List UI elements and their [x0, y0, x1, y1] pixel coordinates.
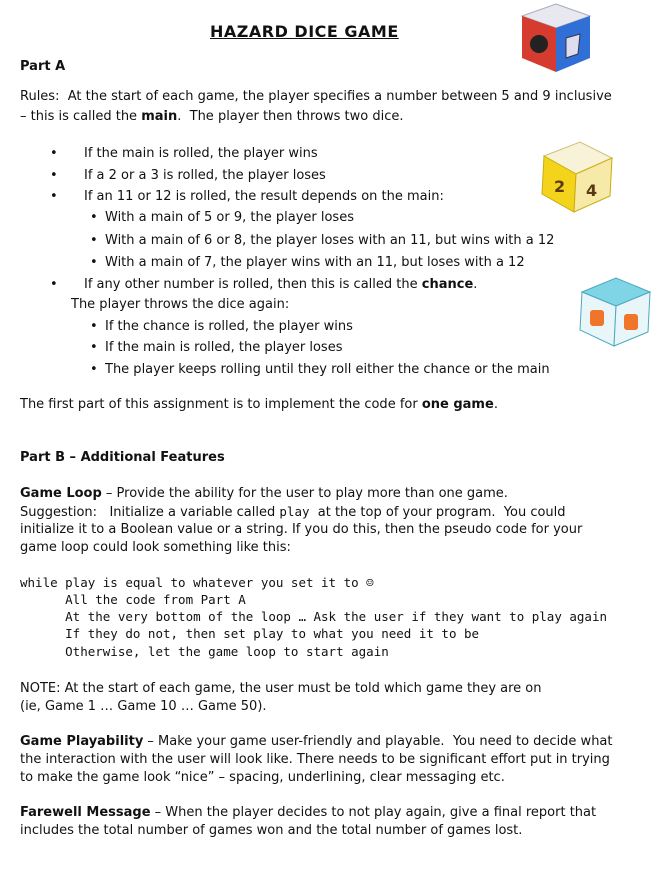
- farewell-line-1: [20, 805, 596, 820]
- game-loop-label: Game Loop: [20, 486, 102, 501]
- sub-bullet-main-5-9: With a main of 5 or 9, the player loses: [105, 210, 354, 225]
- pseudo-line-2: All the code from Part A: [20, 592, 246, 607]
- rules-line2-text: – this is called the: [20, 109, 142, 124]
- playability-label: Game Playability: [20, 734, 144, 749]
- sub-bullet-main-6-8: With a main of 6 or 8, the player loses with an 11, but wins with a 12: [105, 233, 555, 248]
- suggestion-line-2: initialize it to a Boolean value or a string. If you do this, then the pseudo code for your: [20, 522, 583, 537]
- suggestion-text-end: at the top of your program. You could: [309, 505, 566, 520]
- sub-bullet-dot: •: [90, 233, 98, 248]
- pseudo-line-5: Otherwise, let the game loop to start again: [20, 644, 389, 659]
- suggestion-line-1: [20, 504, 566, 520]
- bullet-two-three: If a 2 or a 3 is rolled, the player loses: [84, 168, 326, 183]
- rules-line-2: [20, 109, 404, 124]
- bullet-dot: •: [50, 146, 58, 161]
- playability-line-2: the interaction with the user will look like. There needs to be significant effort put in trying: [20, 752, 610, 767]
- pseudo-line-3: At the very bottom of the loop … Ask the user if they want to play again: [20, 609, 607, 624]
- game-loop-text: – Provide the ability for the user to play more than one game.: [101, 486, 508, 501]
- playability-line-1: [20, 734, 613, 749]
- suggestion-line-3: game loop could look something like this:: [20, 540, 291, 555]
- svg-text:4: 4: [586, 181, 598, 200]
- suggestion-text: Suggestion: Initialize a variable called: [20, 505, 280, 520]
- sub-bullet-main-rolled: If the main is rolled, the player loses: [105, 340, 343, 355]
- one-game-term: one game: [421, 397, 494, 412]
- svg-text:2: 2: [554, 177, 566, 196]
- sub-bullet-keep-rolling: The player keeps rolling until they roll either the chance or the main: [105, 362, 550, 377]
- sub-bullet-dot: •: [90, 340, 98, 355]
- sub-bullet-dot: •: [90, 362, 98, 377]
- rules-line2-end: . The player then throws two dice.: [177, 109, 404, 124]
- rules-line-1: [20, 89, 612, 104]
- rules-label: Rules:: [20, 89, 60, 104]
- bullet-dot: •: [50, 189, 58, 204]
- playability-text: – Make your game user-friendly and playable. You need to decide what: [143, 734, 613, 749]
- sub-bullet-dot: •: [90, 319, 98, 334]
- bullet-dot: •: [50, 168, 58, 183]
- sub-bullet-dot: •: [90, 255, 98, 270]
- page-title: HAZARD DICE GAME: [210, 22, 399, 41]
- chance-end: .: [473, 277, 478, 292]
- main-term: main: [141, 109, 178, 124]
- sub-bullet-chance-rolled: If the chance is rolled, the player wins: [105, 319, 353, 334]
- note-line-2: (ie, Game 1 … Game 10 … Game 50).: [20, 699, 267, 714]
- note-line-1: NOTE: At the start of each game, the user must be told which game they are on: [20, 681, 542, 696]
- chance-text: If any other number is rolled, then this is called the: [84, 277, 422, 292]
- farewell-text: – When the player decides to not play again, give a final report that: [150, 805, 597, 820]
- cyan-orange-dice-icon: [574, 274, 656, 350]
- rules-text: At the start of each game, the player specifies a number between 5 and 9 inclusive: [59, 89, 612, 104]
- chance-term: chance: [421, 277, 474, 292]
- bullet-eleven-twelve: If an 11 or 12 is rolled, the result depends on the main:: [84, 189, 444, 204]
- pseudo-line-1: while play is equal to whatever you set it to ☺: [20, 575, 374, 590]
- bullet-chance: [84, 277, 477, 292]
- play-variable: play: [279, 504, 310, 519]
- sub-bullet-main-7: With a main of 7, the player wins with an 11, but loses with a 12: [105, 255, 525, 270]
- playability-line-3: to make the game look “nice” – spacing, underlining, clear messaging etc.: [20, 770, 505, 785]
- sub-bullet-dot: •: [90, 210, 98, 225]
- farewell-line-2: includes the total number of games won and the total number of games lost.: [20, 823, 523, 838]
- yellow-dice-icon: [536, 136, 618, 216]
- pseudo-line-4: If they do not, then set play to what you need it to be: [20, 626, 480, 641]
- first-part-text: [20, 397, 498, 412]
- farewell-label: Farewell Message: [20, 805, 151, 820]
- game-loop-line: [20, 486, 508, 501]
- throws-again-text: The player throws the dice again:: [71, 297, 290, 312]
- first-part-end: .: [493, 397, 498, 412]
- part-a-heading: Part A: [20, 59, 66, 74]
- part-b-heading: Part B – Additional Features: [20, 450, 225, 465]
- bullet-main-rolled: If the main is rolled, the player wins: [84, 146, 318, 161]
- first-part-pre: The first part of this assignment is to implement the code for: [20, 397, 422, 412]
- blue-red-dice-icon: [518, 2, 594, 74]
- bullet-dot: •: [50, 277, 58, 292]
